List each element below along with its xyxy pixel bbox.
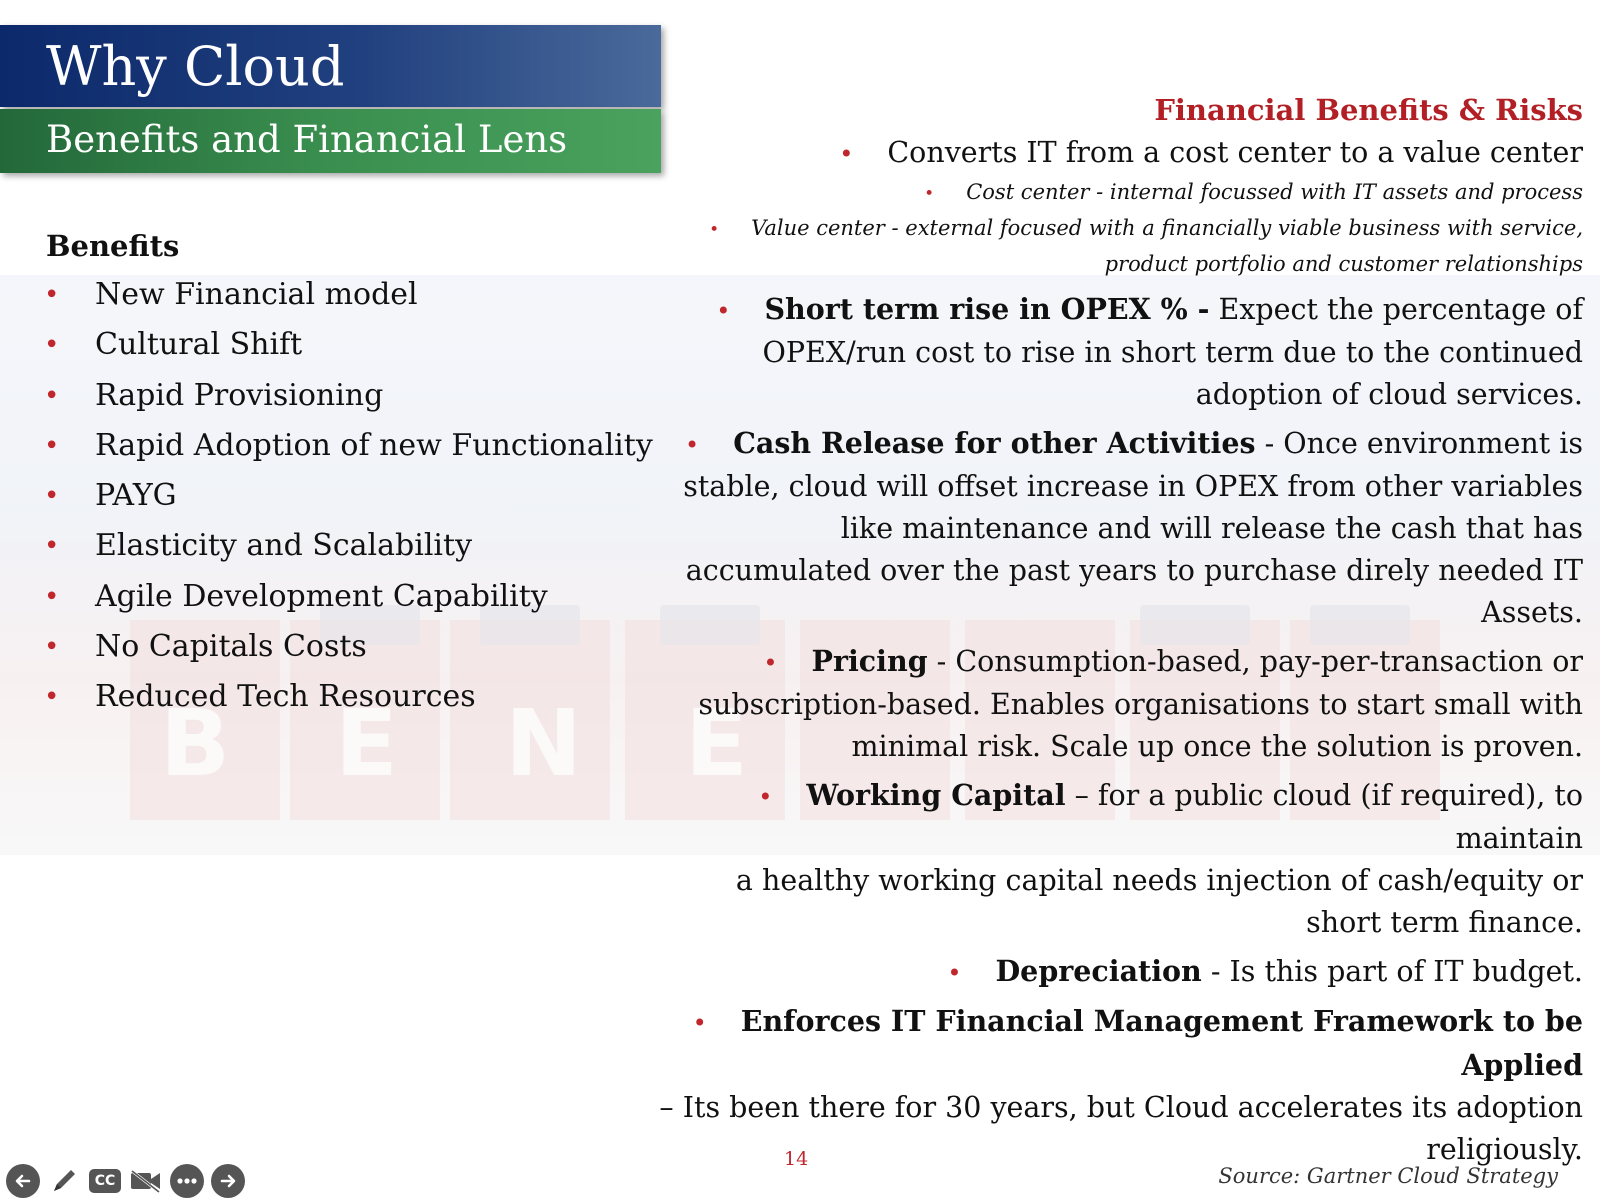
bullet-icon: • bbox=[44, 330, 60, 361]
list-item: • New Financial model bbox=[40, 270, 653, 320]
bullet-icon: • bbox=[709, 220, 720, 240]
slide-title: Why Cloud bbox=[46, 35, 345, 98]
list-item: • Rapid Adoption of new Functionality bbox=[40, 421, 653, 471]
slide-subtitle: Benefits and Financial Lens bbox=[46, 118, 568, 161]
bg-letter: E bbox=[685, 690, 748, 797]
converts-item: • Converts IT from a cost center to a value center bbox=[839, 136, 1583, 169]
page-number: 14 bbox=[784, 1148, 809, 1170]
bullet-icon: • bbox=[924, 184, 935, 204]
bg-letter: N bbox=[505, 690, 582, 797]
bullet-icon: • bbox=[44, 581, 60, 612]
cc-label: CC bbox=[89, 1169, 121, 1193]
more-icon[interactable] bbox=[170, 1164, 204, 1198]
subtitle-bar bbox=[0, 109, 661, 173]
bullet-icon: • bbox=[44, 280, 60, 310]
bullet-icon: • bbox=[692, 1009, 707, 1037]
depreciation-item: • Depreciation - Is this part of IT budget. bbox=[947, 954, 1583, 988]
bullet-icon: • bbox=[44, 380, 60, 411]
source-note: Source: Gartner Cloud Strategy bbox=[1218, 1164, 1558, 1188]
bullet-icon: • bbox=[716, 297, 731, 325]
benefits-list bbox=[40, 270, 653, 723]
value-center-item: • Value center - external focused with a financially viable business with service, product portfolio and customer relationships bbox=[709, 216, 1583, 276]
back-arrow-icon[interactable] bbox=[6, 1164, 40, 1198]
forward-arrow-icon[interactable] bbox=[211, 1164, 245, 1198]
benefits-heading: Benefits bbox=[46, 229, 180, 263]
bullet-icon: • bbox=[763, 649, 778, 677]
cc-icon[interactable] bbox=[88, 1164, 122, 1198]
framework-item: • Enforces IT Financial Management Framework to be Applied – Its been there for 30 years, but Cloud accelerates its adoption religiously. bbox=[659, 1004, 1583, 1166]
bullet-icon: • bbox=[44, 632, 60, 663]
bg-letter: E bbox=[335, 690, 398, 797]
list-item: • No Capitals Costs bbox=[40, 622, 653, 672]
list-item: • Agile Development Capability bbox=[40, 572, 653, 622]
bullet-icon: • bbox=[44, 481, 60, 512]
cost-center-item: • Cost center - internal focussed with IT assets and process bbox=[924, 180, 1583, 204]
financial-heading: Financial Benefits & Risks bbox=[1154, 93, 1583, 127]
list-item: • Cultural Shift bbox=[40, 320, 653, 370]
bullet-icon: • bbox=[758, 783, 773, 811]
bullet-icon: • bbox=[44, 531, 60, 562]
title-bar bbox=[0, 25, 661, 107]
bullet-icon: • bbox=[44, 682, 60, 713]
bg-letter: B bbox=[160, 690, 231, 797]
list-item: • Rapid Provisioning bbox=[40, 371, 653, 421]
bullet-icon: • bbox=[839, 140, 854, 168]
opex-item: • Short term rise in OPEX % - Expect the percentage of OPEX/run cost to rise in short term due to the continued adoption of cloud services. bbox=[716, 292, 1583, 411]
pen-icon[interactable] bbox=[47, 1164, 81, 1198]
working-capital-item: • Working Capital – for a public cloud (if required), to maintain a healthy working capital needs injection of cash/equity or short term finance. bbox=[735, 778, 1583, 939]
list-item: • PAYG bbox=[40, 471, 653, 521]
presentation-toolbar bbox=[6, 1164, 245, 1198]
cash-release-item: • Cash Release for other Activities - Once environment is stable, cloud will offset increase in OPEX from other variables like maintenance and will release the cash that has accumulated over the past years to purchase direly needed IT Assets. bbox=[683, 426, 1583, 629]
financial-section bbox=[623, 88, 1583, 1171]
list-item: • Elasticity and Scalability bbox=[40, 521, 653, 571]
bullet-icon: • bbox=[947, 959, 962, 987]
video-icon[interactable] bbox=[129, 1164, 163, 1198]
list-item: • Reduced Tech Resources bbox=[40, 672, 653, 722]
bullet-icon: • bbox=[44, 430, 60, 461]
bullet-icon: • bbox=[685, 431, 700, 459]
pricing-item: • Pricing - Consumption-based, pay-per-transaction or subscription-based. Enables organisations to start small with minimal risk. Scale up once the solution is proven. bbox=[698, 644, 1583, 763]
